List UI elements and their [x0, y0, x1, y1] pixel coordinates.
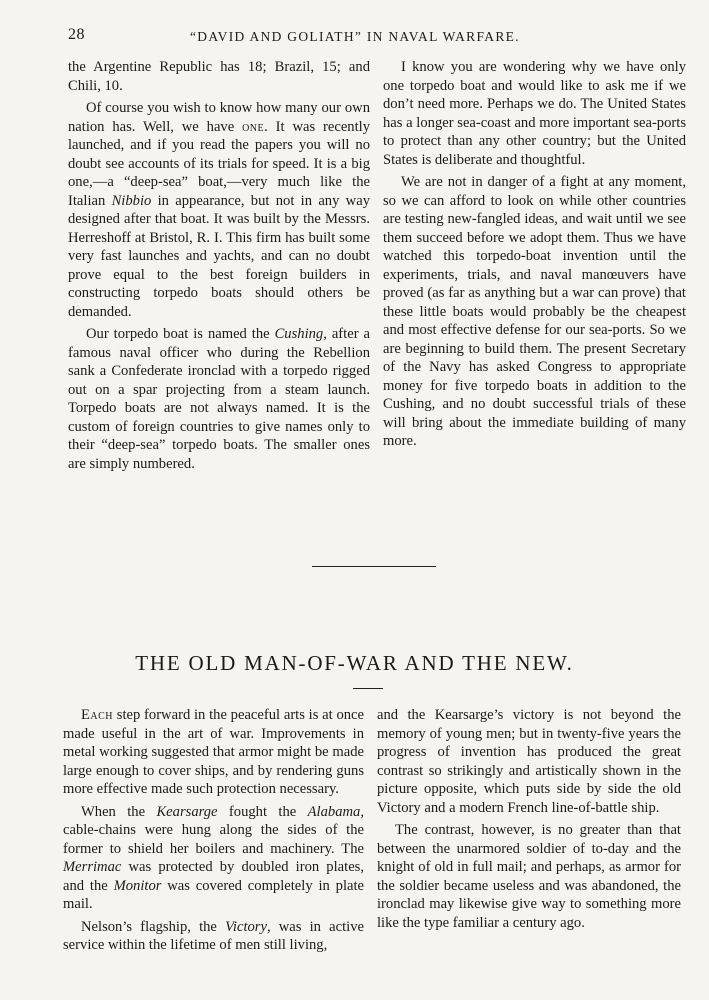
ship-name-merrimac: Merrimac — [63, 859, 122, 875]
paragraph — [63, 706, 364, 799]
ship-name-alabama: Alabama — [307, 803, 361, 820]
text-run: , was in active service within the lifetime of men still living, — [63, 918, 364, 953]
ship-name-cushing: Cushing — [274, 326, 324, 342]
text-run: Our torpedo boat is named the — [86, 326, 275, 342]
text-run: Of course you wish to know how many our own nation has. Well, we have — [68, 100, 370, 135]
paragraph: and the Kearsarge’s victory is not beyond the memory of young men; but in twenty-five years the progress of invention has produced the great contrast so strikingly and artistically shown in the picture opposite, which puts side by side the old Victory and a modern French line-of-battle ship. — [377, 707, 681, 816]
article-title: THE OLD MAN-OF-WAR AND THE NEW. — [135, 651, 574, 675]
text-run: . It was recently launched, and if you read the papers you will no doubt see accounts of its trials for speed. It is a big one,—a “deep-sea” boat,—very much like the Italian — [68, 118, 371, 209]
text-run: was covered completely in plate mail. — [63, 877, 365, 912]
text-run: When the — [81, 803, 157, 820]
text-run: , cable-chains were hung along the sides of the former to shield her boilers and machinery. The — [63, 803, 364, 857]
paragraph: The contrast, however, is no greater than that between the unarmored soldier of to-day and the knight of old in full mail; and perhaps, as armor for the soldier became useless and was abandoned, the ironclad may likewise give way to something more like the type familiar a century ago. — [377, 822, 681, 931]
paragraph — [63, 803, 364, 914]
text-run: Nelson’s flagship, the — [81, 918, 226, 935]
column-1 — [68, 58, 370, 477]
paragraph: the Argentine Republic has 18; Brazil, 15; and Chili, 10. — [68, 59, 370, 94]
emphasis-one: one — [242, 118, 265, 135]
text-run: step forward in the peaceful arts is at once made useful in the art of war. Improvements in metal working suggested that armor might be made large enough to cover ships, and by rendering guns more effective made such protection necessary. — [63, 707, 364, 797]
text-run: was protected by doubled iron plates, and the — [63, 859, 364, 894]
ship-name-nibbio: Nibbio — [111, 192, 152, 209]
text-run: , after a famous naval officer who during the Rebellion sank a Confederate ironclad with a torpedo rigged out on a spar projecting from a steam launch. Torpedo boats are not always named. It is the custom of foreign countries to give names only to their “deep-sea” torpedo boats. The smaller ones are simply numbered. — [68, 326, 370, 472]
column-3 — [63, 706, 364, 959]
paragraph — [68, 325, 370, 473]
title-rule — [353, 688, 383, 689]
ship-name-victory: Victory — [225, 918, 267, 935]
ship-name-kearsarge: Kearsarge — [156, 803, 218, 820]
ship-name-monitor: Monitor — [113, 877, 162, 894]
column-2 — [383, 58, 686, 455]
lead-word: Each — [81, 707, 114, 723]
paragraph: I know you are wondering why we have only one torpedo boat and would like to ask me if we don’t need more. Perhaps we do. The United States has a longer sea-coast and more important sea-ports to protect than any other country; but the United States is deliberate and thoughtful. — [383, 59, 686, 168]
page-number: 28 — [68, 26, 85, 43]
paragraph — [68, 99, 370, 321]
section-divider — [312, 566, 436, 567]
text-run: fought the — [217, 803, 308, 820]
paragraph: We are not in danger of a fight at any moment, so we can afford to look on while other countries are testing new-fangled ideas, and wait until we see them succeed before we adopt them. Thus we have watched this torpedo-boat invention until the experiments, trials, and naval manœuvers have proved (as far as anything but a war can prove) that these little boats would probably be the cheapest and most effective defense for our sea-ports. So we are beginning to build them. The present Secretary of the Navy has asked Congress to appropriate money for five torpedo boats in addition to the Cushing, and no doubt successful trials of these will bring about the immediate building of many more. — [383, 174, 686, 449]
text-run: in appearance, but not in any way designed after that boat. It was built by the Messrs. Herreshoff at Bristol, R. I. This firm has built some very fast launches and yachts, and can no doubt prove equal to the best foreign builders in constructing torpedo boats should others be demanded. — [68, 192, 370, 320]
paragraph — [63, 918, 364, 955]
running-head: “DAVID AND GOLIATH” IN NAVAL WARFARE. — [190, 29, 520, 44]
column-4 — [377, 706, 681, 936]
